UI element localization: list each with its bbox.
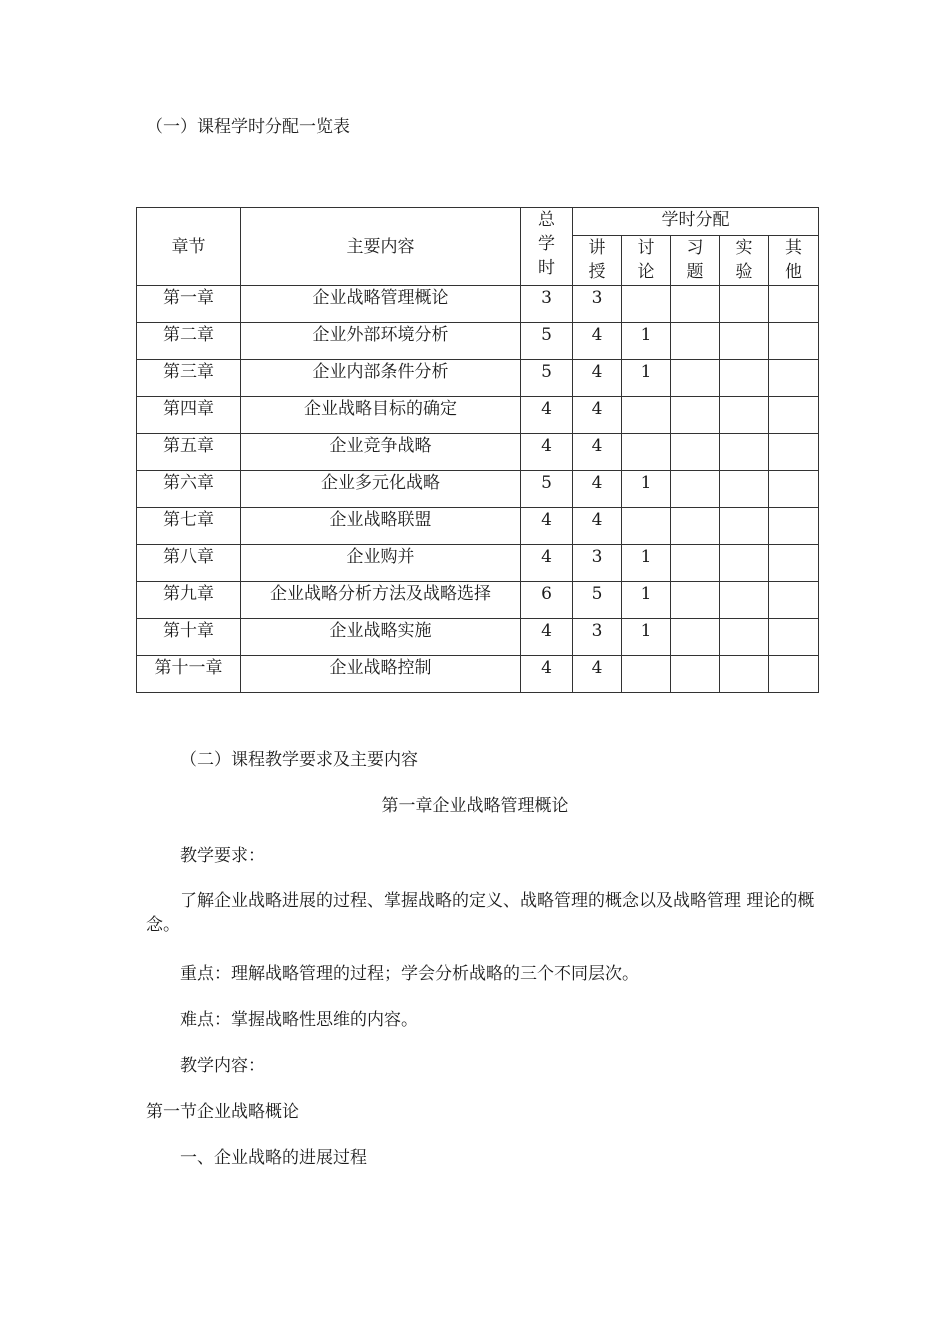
cell-chapter: 第八章 (137, 545, 241, 582)
cell-chapter: 第九章 (137, 582, 241, 619)
cell-discussion (622, 397, 671, 434)
cell-chapter: 第四章 (137, 397, 241, 434)
cell-experiment (720, 545, 769, 582)
table-row (137, 286, 819, 323)
cell-discussion (622, 656, 671, 693)
teaching-requirements-body: 了解企业战略进展的过程、掌握战略的定义、战略管理的概念以及战略管理 理论的概念。 (146, 891, 815, 935)
cell-other (769, 286, 819, 323)
cell-chapter: 第五章 (137, 434, 241, 471)
item-one: 一、企业战略的进展过程 (180, 1148, 367, 1168)
cell-discussion: 1 (622, 582, 671, 619)
cell-chapter: 第二章 (137, 323, 241, 360)
cell-chapter: 第十章 (137, 619, 241, 656)
cell-experiment (720, 360, 769, 397)
cell-lecture: 3 (573, 286, 622, 323)
cell-content: 企业战略分析方法及战略选择 (241, 582, 521, 619)
key-points: 重点：理解战略管理的过程；学会分析战略的三个不同层次。 (180, 964, 639, 984)
cell-chapter: 第六章 (137, 471, 241, 508)
header-total-hours: 总学时 (521, 208, 573, 286)
cell-content: 企业战略实施 (241, 619, 521, 656)
table-row (137, 323, 819, 360)
cell-exercise (671, 545, 720, 582)
cell-content: 企业购并 (241, 545, 521, 582)
header-other: 其他 (769, 236, 819, 286)
header-experiment: 实验 (720, 236, 769, 286)
header-exercise: 习题 (671, 236, 720, 286)
cell-total: 4 (521, 434, 573, 471)
cell-total: 3 (521, 286, 573, 323)
cell-exercise (671, 656, 720, 693)
cell-exercise (671, 434, 720, 471)
cell-chapter: 第一章 (137, 286, 241, 323)
cell-lecture: 4 (573, 508, 622, 545)
table-row (137, 471, 819, 508)
section-2-title: （二）课程教学要求及主要内容 (180, 750, 418, 770)
cell-content: 企业内部条件分析 (241, 360, 521, 397)
teaching-content-label: 教学内容： (180, 1056, 265, 1076)
header-lecture: 讲授 (573, 236, 622, 286)
cell-other (769, 434, 819, 471)
cell-exercise (671, 286, 720, 323)
table-row (137, 360, 819, 397)
cell-content: 企业多元化战略 (241, 471, 521, 508)
cell-content: 企业战略联盟 (241, 508, 521, 545)
cell-discussion: 1 (622, 619, 671, 656)
cell-experiment (720, 397, 769, 434)
section-1-title: （一）课程学时分配一览表 (146, 117, 350, 137)
cell-other (769, 360, 819, 397)
cell-other (769, 397, 819, 434)
cell-experiment (720, 508, 769, 545)
cell-total: 4 (521, 545, 573, 582)
cell-other (769, 656, 819, 693)
header-hour-distribution: 学时分配 (573, 208, 819, 236)
cell-experiment (720, 286, 769, 323)
table-row (137, 397, 819, 434)
cell-exercise (671, 619, 720, 656)
cell-experiment (720, 471, 769, 508)
table-row (137, 619, 819, 656)
cell-discussion (622, 286, 671, 323)
table-row (137, 656, 819, 693)
chapter-1-title: 第一章企业战略管理概论 (381, 796, 569, 816)
cell-lecture: 4 (573, 434, 622, 471)
cell-other (769, 471, 819, 508)
cell-exercise (671, 471, 720, 508)
cell-other (769, 323, 819, 360)
cell-chapter: 第七章 (137, 508, 241, 545)
cell-discussion: 1 (622, 323, 671, 360)
cell-total: 4 (521, 397, 573, 434)
cell-chapter: 第三章 (137, 360, 241, 397)
cell-content: 企业竞争战略 (241, 434, 521, 471)
cell-total: 4 (521, 656, 573, 693)
cell-experiment (720, 619, 769, 656)
header-chapter: 章节 (137, 208, 241, 286)
cell-lecture: 4 (573, 656, 622, 693)
cell-discussion (622, 434, 671, 471)
cell-lecture: 4 (573, 397, 622, 434)
cell-content: 企业外部环境分析 (241, 323, 521, 360)
table-row (137, 582, 819, 619)
cell-total: 4 (521, 619, 573, 656)
cell-other (769, 582, 819, 619)
cell-exercise (671, 323, 720, 360)
cell-other (769, 508, 819, 545)
teaching-requirements-label: 教学要求： (180, 846, 265, 866)
table-row (137, 508, 819, 545)
cell-lecture: 4 (573, 471, 622, 508)
table-row (137, 545, 819, 582)
cell-exercise (671, 582, 720, 619)
section-one-title: 第一节企业战略概论 (146, 1102, 299, 1122)
header-discussion: 讨论 (622, 236, 671, 286)
cell-discussion: 1 (622, 545, 671, 582)
cell-experiment (720, 323, 769, 360)
cell-lecture: 3 (573, 545, 622, 582)
cell-total: 4 (521, 508, 573, 545)
cell-chapter: 第十一章 (137, 656, 241, 693)
cell-total: 5 (521, 360, 573, 397)
cell-content: 企业战略目标的确定 (241, 397, 521, 434)
cell-lecture: 4 (573, 323, 622, 360)
cell-content: 企业战略管理概论 (241, 286, 521, 323)
cell-exercise (671, 360, 720, 397)
cell-lecture: 3 (573, 619, 622, 656)
cell-experiment (720, 434, 769, 471)
cell-exercise (671, 508, 720, 545)
cell-lecture: 4 (573, 360, 622, 397)
header-content: 主要内容 (241, 208, 521, 286)
cell-discussion: 1 (622, 360, 671, 397)
cell-other (769, 619, 819, 656)
cell-discussion: 1 (622, 471, 671, 508)
cell-total: 5 (521, 471, 573, 508)
cell-experiment (720, 582, 769, 619)
cell-total: 5 (521, 323, 573, 360)
cell-lecture: 5 (573, 582, 622, 619)
difficult-points: 难点：掌握战略性思维的内容。 (180, 1010, 418, 1030)
cell-experiment (720, 656, 769, 693)
table-row (137, 434, 819, 471)
cell-exercise (671, 397, 720, 434)
cell-content: 企业战略控制 (241, 656, 521, 693)
cell-other (769, 545, 819, 582)
cell-discussion (622, 508, 671, 545)
cell-total: 6 (521, 582, 573, 619)
course-hours-table (136, 207, 819, 693)
